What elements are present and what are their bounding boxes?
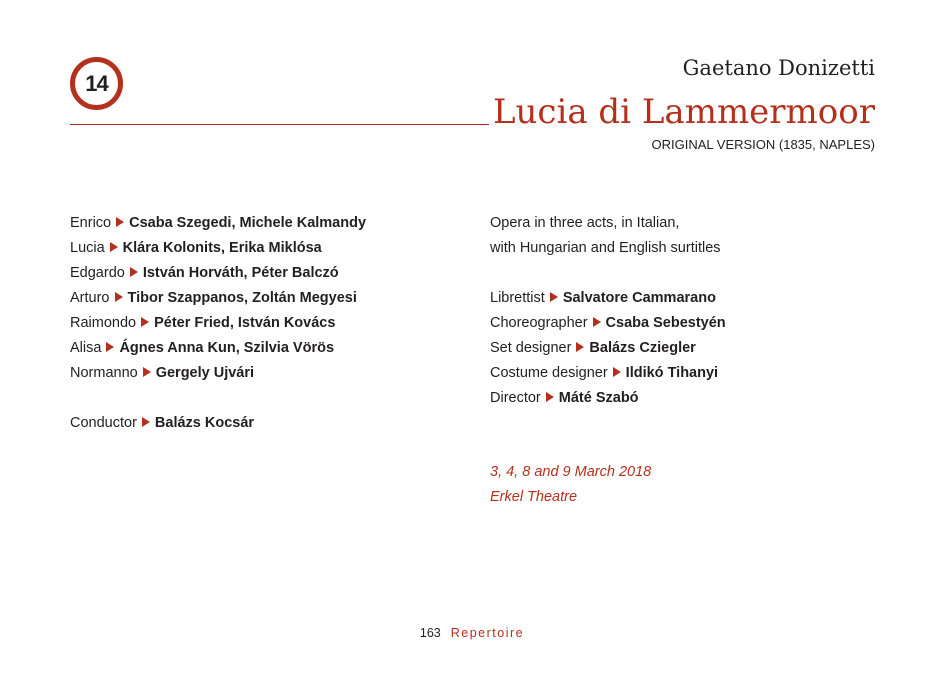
- performance-info: [490, 460, 651, 510]
- composer-name: Gaetano Donizetti: [682, 56, 875, 80]
- performance-venue: Erkel Theatre: [490, 489, 578, 505]
- arrow-icon: [115, 292, 123, 302]
- role-label: Conductor: [70, 415, 137, 431]
- role-label: Raimondo: [70, 315, 137, 331]
- creative-line: [490, 386, 726, 411]
- section-name: Repertoire: [450, 626, 525, 640]
- arrow-icon: [142, 417, 150, 427]
- arrow-icon: [613, 367, 621, 377]
- arrow-icon: [130, 267, 138, 277]
- cast-line: [70, 361, 366, 386]
- role-label: Costume designer: [490, 365, 608, 381]
- page-footer: [0, 626, 944, 640]
- badge-number: 14: [85, 70, 108, 96]
- cast-list: [70, 211, 366, 436]
- description-line: Opera in three acts, in Italian,: [490, 215, 680, 231]
- cast-line: [70, 336, 366, 361]
- version-subtitle: ORIGINAL VERSION (1835, NAPLES): [651, 137, 875, 152]
- spacer: [490, 261, 726, 286]
- role-label: Set designer: [490, 340, 572, 356]
- spacer: [70, 386, 366, 411]
- role-label: Director: [490, 390, 541, 406]
- role-label: Choreographer: [490, 315, 588, 331]
- performer-names: Péter Fried, István Kovács: [154, 315, 336, 331]
- role-label: Arturo: [70, 290, 110, 306]
- arrow-icon: [141, 317, 149, 327]
- creator-name: Csaba Sebestyén: [605, 315, 726, 331]
- cast-line: [70, 311, 366, 336]
- role-label: Normanno: [70, 365, 138, 381]
- creative-line: [490, 336, 726, 361]
- production-info: [490, 211, 726, 411]
- creative-line: [490, 361, 726, 386]
- performance-dates: 3, 4, 8 and 9 March 2018: [490, 464, 652, 480]
- performer-names: Klára Kolonits, Erika Miklósa: [122, 240, 322, 256]
- cast-line: [70, 211, 366, 236]
- role-label: Enrico: [70, 215, 112, 231]
- arrow-icon: [106, 342, 114, 352]
- arrow-icon: [576, 342, 584, 352]
- creator-name: Salvatore Cammarano: [562, 290, 716, 306]
- creator-name: Ildikó Tihanyi: [625, 365, 719, 381]
- cast-line: [70, 286, 366, 311]
- performer-names: István Horváth, Péter Balczó: [142, 265, 339, 281]
- creator-name: Máté Szabó: [558, 390, 639, 406]
- arrow-icon: [546, 392, 554, 402]
- cast-line: [70, 236, 366, 261]
- opera-title: Lucia di Lammermoor: [492, 92, 875, 132]
- performer-names: Gergely Ujvári: [155, 365, 255, 381]
- header-rule: [70, 124, 489, 125]
- role-label: Lucia: [70, 240, 105, 256]
- role-label: Librettist: [490, 290, 545, 306]
- arrow-icon: [593, 317, 601, 327]
- arrow-icon: [110, 242, 118, 252]
- performer-names: Csaba Szegedi, Michele Kalmandy: [129, 215, 367, 231]
- description-line: with Hungarian and English surtitles: [490, 240, 721, 256]
- cast-line: [70, 261, 366, 286]
- role-label: Alisa: [70, 340, 102, 356]
- number-badge: [70, 57, 123, 110]
- creative-line: [490, 311, 726, 336]
- page-number: 163: [419, 626, 441, 640]
- performer-names: Tibor Szappanos, Zoltán Megyesi: [127, 290, 357, 306]
- arrow-icon: [116, 217, 124, 227]
- creator-name: Balázs Cziegler: [589, 340, 696, 356]
- arrow-icon: [143, 367, 151, 377]
- role-label: Edgardo: [70, 265, 125, 281]
- conductor-line: [70, 411, 366, 436]
- creative-line: [490, 286, 726, 311]
- arrow-icon: [550, 292, 558, 302]
- conductor-name: Balázs Kocsár: [154, 415, 255, 431]
- performer-names: Ágnes Anna Kun, Szilvia Vörös: [119, 340, 335, 356]
